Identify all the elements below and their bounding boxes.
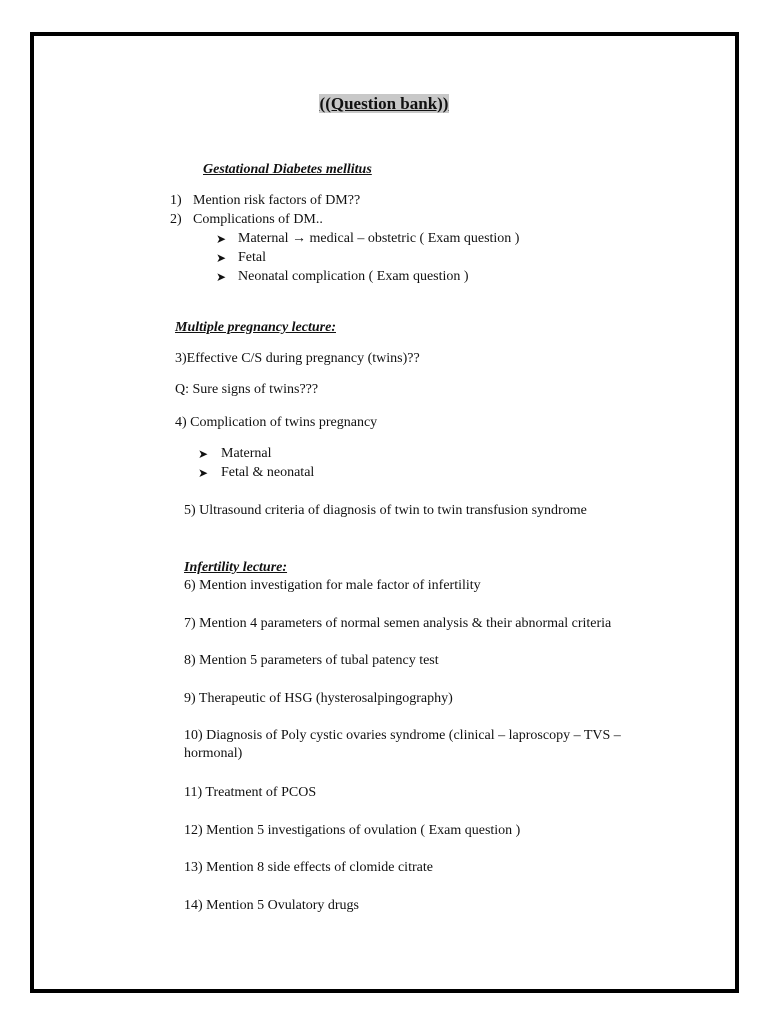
multiple-bullet-fetal: Fetal & neonatal <box>221 465 315 480</box>
section-heading-gdm: Gestational Diabetes mellitus <box>203 162 372 177</box>
bullet-arrow-icon: ➤ <box>198 466 209 480</box>
question-number: 2) <box>170 212 182 227</box>
bullet-arrow-icon: ➤ <box>216 232 227 246</box>
question-13: 13) Mention 8 side effects of clomide citrate <box>184 860 433 875</box>
question-6: 6) Mention investigation for male factor of infertility <box>184 578 481 593</box>
page-title-text: ((Question bank)) <box>319 94 449 113</box>
section-heading-multiple-pregnancy: Multiple pregnancy lecture: <box>175 320 336 335</box>
section-heading-infertility: Infertility lecture: <box>184 560 288 575</box>
multiple-bullet-maternal: Maternal <box>221 446 272 461</box>
question-10: 10) Diagnosis of Poly cystic ovaries syndrome (clinical – laproscopy – TVS – hormonal) <box>184 728 621 761</box>
question-3: 3)Effective C/S during pregnancy (twins)?? <box>175 351 420 366</box>
question-1: Mention risk factors of DM?? <box>193 193 361 208</box>
question-4: 4) Complication of twins pregnancy <box>175 415 378 430</box>
question-14: 14) Mention 5 Ovulatory drugs <box>184 898 359 913</box>
question-8: 8) Mention 5 parameters of tubal patency test <box>184 653 439 668</box>
question-2: Complications of DM.. <box>193 212 323 227</box>
question-7: 7) Mention 4 parameters of normal semen analysis & their abnormal criteria <box>184 616 612 631</box>
bullet-arrow-icon: ➤ <box>198 447 209 461</box>
question-12: 12) Mention 5 investigations of ovulation ( Exam question ) <box>184 823 521 838</box>
bullet-arrow-icon: ➤ <box>216 270 227 284</box>
gdm-bullet-fetal: Fetal <box>238 250 266 265</box>
question-sure-signs: Q: Sure signs of twins??? <box>175 382 319 397</box>
gdm-bullet-neonatal: Neonatal complication ( Exam question ) <box>238 269 469 284</box>
question-11: 11) Treatment of PCOS <box>184 785 317 800</box>
page-title <box>0 94 768 114</box>
question-5: 5) Ultrasound criteria of diagnosis of twin to twin transfusion syndrome <box>184 503 587 518</box>
question-number: 1) <box>170 193 182 208</box>
bullet-arrow-icon: ➤ <box>216 251 227 265</box>
question-9: 9) Therapeutic of HSG (hysterosalpingography) <box>184 691 453 706</box>
gdm-bullet-maternal: Maternal → medical – obstetric ( Exam question ) <box>238 231 520 246</box>
